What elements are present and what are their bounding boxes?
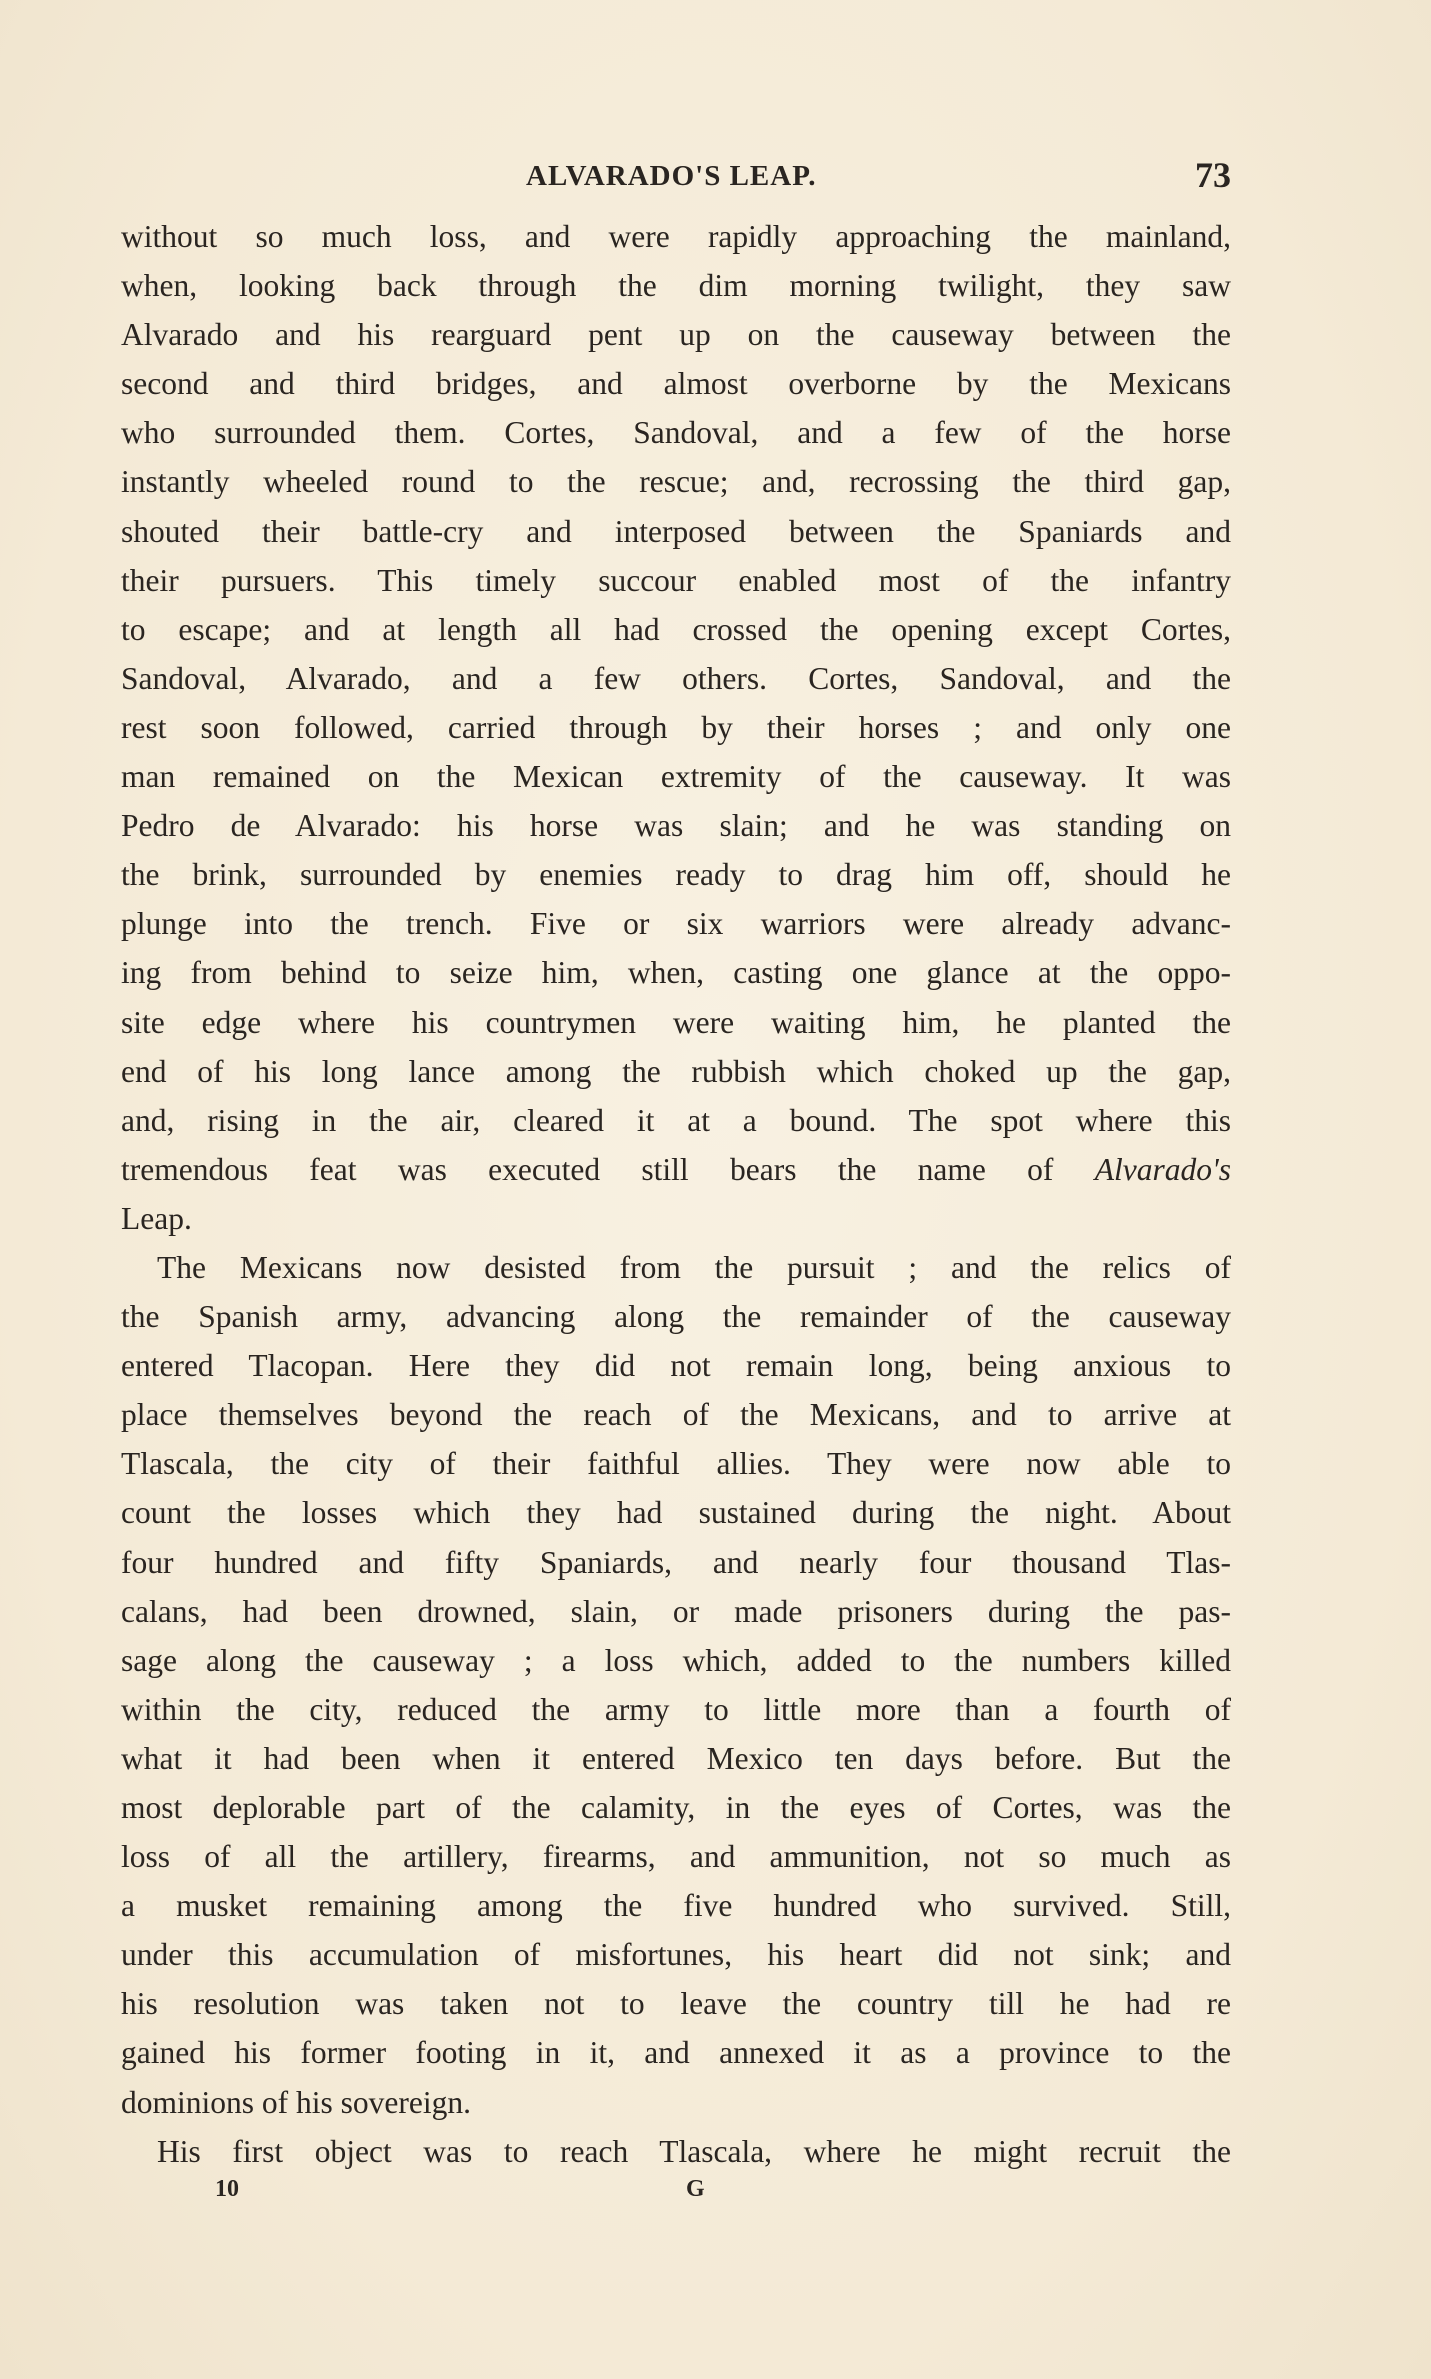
text-line: who surrounded them. Cortes, Sandoval, and a few of the horse [121, 415, 1231, 451]
text-line: without so much loss, and were rapidly approaching the mainland, [121, 219, 1231, 254]
text-line: Pedro de Alvarado: his horse was slain; and he was standing on [121, 808, 1231, 844]
text-line: entered Tlacopan. Here they did not remain long, being anxious to [121, 1348, 1231, 1384]
text-line: and, rising in the air, cleared it at a bound. The spot where this [121, 1102, 1231, 1138]
text-line: within the city, reduced the army to little more than a fourth of [121, 1691, 1231, 1727]
text-line: His first object was to reach Tlascala, where he might recruit the [157, 2133, 1231, 2169]
text-line: count the losses which they had sustained during the night. About [121, 1495, 1231, 1531]
text-line: man remained on the Mexican extremity of the causeway. It was [121, 759, 1231, 795]
text-line: site edge where his countrymen were waiting him, he planted the [121, 1004, 1231, 1040]
text-line: when, looking back through the dim morning twilight, they saw [121, 268, 1231, 304]
signature-mark-number: 10 [215, 2176, 239, 2202]
page-header [121, 150, 1231, 200]
text-line: plunge into the trench. Five or six warriors were already advanc- [121, 906, 1231, 942]
text-line: to escape; and at length all had crossed the opening except Cortes, [121, 611, 1231, 647]
text-line: calans, had been drowned, slain, or made prisoners during the pas- [121, 1593, 1231, 1629]
text-line: gained his former footing in it, and annexed it as a province to the [121, 2035, 1231, 2071]
text-line: a musket remaining among the five hundred who survived. Still, [121, 1888, 1231, 1924]
text-line: their pursuers. This timely succour enabled most of the infantry [121, 562, 1231, 598]
text-line: tremendous feat was executed still bears the name of Alvarado's [121, 1151, 1231, 1187]
text-line: Sandoval, Alvarado, and a few others. Cortes, Sandoval, and the [121, 660, 1231, 696]
running-title: ALVARADO'S LEAP. [526, 160, 817, 192]
text-line: four hundred and fifty Spaniards, and nearly four thousand Tlas- [121, 1544, 1231, 1580]
italic-name: Alvarado's [1094, 1151, 1231, 1187]
text-line: his resolution was taken not to leave the country till he had re [121, 1986, 1231, 2022]
text-line: The Mexicans now desisted from the pursuit ; and the relics of [157, 1249, 1231, 1285]
text-line: Tlascala, the city of their faithful allies. They were now able to [121, 1446, 1231, 1482]
text-line: the Spanish army, advancing along the remainder of the causeway [121, 1299, 1231, 1335]
text-line: under this accumulation of misfortunes, his heart did not sink; and [121, 1937, 1231, 1973]
text-line: end of his long lance among the rubbish which choked up the gap, [121, 1053, 1231, 1089]
text-line: shouted their battle-cry and interposed between the Spaniards and [121, 513, 1231, 549]
text-line: loss of all the artillery, firearms, and ammunition, not so much as [121, 1839, 1231, 1875]
text-line: rest soon followed, carried through by their horses ; and only one [121, 709, 1231, 745]
text-line: Leap. [121, 1200, 192, 1236]
text-line: ing from behind to seize him, when, casting one glance at the oppo- [121, 955, 1231, 991]
text-line: instantly wheeled round to the rescue; and, recrossing the third gap, [121, 464, 1231, 500]
text-line: sage along the causeway ; a loss which, added to the numbers killed [121, 1642, 1231, 1678]
signature-mark-letter: G [686, 2176, 705, 2202]
page-number: 73 [1195, 155, 1231, 195]
text-line: the brink, surrounded by enemies ready to drag him off, should he [121, 857, 1231, 893]
text-line: second and third bridges, and almost overborne by the Mexicans [121, 366, 1231, 402]
body-text [121, 212, 1231, 2176]
text-line: place themselves beyond the reach of the Mexicans, and to arrive at [121, 1397, 1231, 1433]
text-line: most deplorable part of the calamity, in the eyes of Cortes, was the [121, 1790, 1231, 1825]
text-line: what it had been when it entered Mexico ten days before. But the [121, 1740, 1231, 1776]
text-line: Alvarado and his rearguard pent up on the causeway between the [121, 317, 1231, 353]
text-line: dominions of his sovereign. [121, 2084, 471, 2120]
